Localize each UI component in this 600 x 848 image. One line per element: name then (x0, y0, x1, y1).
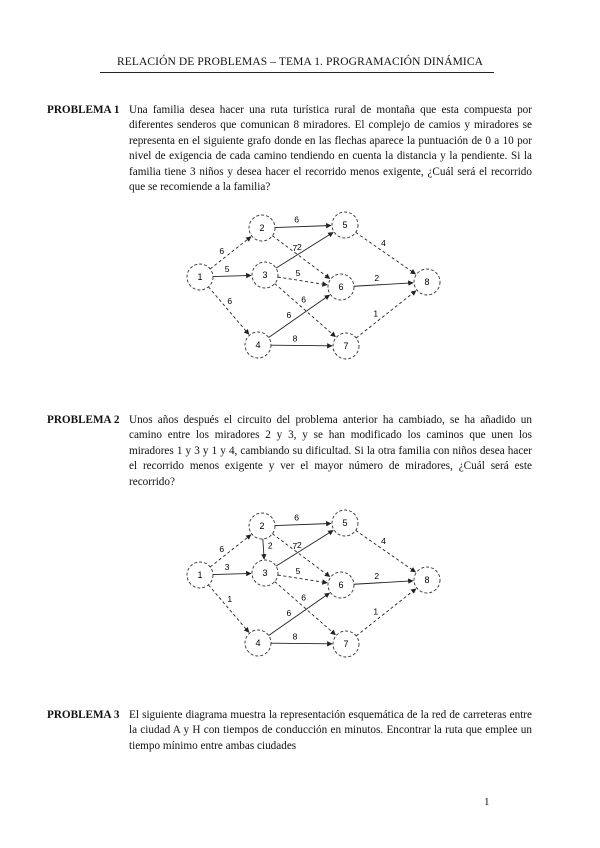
edge-weight-3-7: 6 (301, 294, 307, 305)
graph-node-label: 8 (424, 277, 430, 287)
edge-3-7 (275, 582, 336, 635)
graph-node-label: 3 (262, 270, 268, 280)
edge-weight-2-5: 6 (294, 512, 299, 523)
edge-1-3 (213, 573, 251, 574)
edge-1-2 (210, 237, 251, 269)
edge-weight-2-6: 2 (297, 242, 302, 253)
graph-node-label: 7 (343, 341, 349, 351)
edge-2-3 (263, 539, 264, 559)
problem-text: Una familia desea hacer una ruta turística rural de montaña que esta compuesta por diferentes senderos que comunican 8 miradores. El complejo de camios y miradores se representa en el siguiente grafo donde en las flechas aparece la puntuación de 0 a 10 por nivel de exigencia de cada camino tendiendo en cuenta la distancia y la pendiente. Si la familia tiene 3 niños y desea hacer el recorrido menos exigente, ¿Cuál será el recorrido que se recomiende a la familia? (129, 104, 532, 194)
edge-weight-6-8: 2 (374, 272, 380, 283)
problem-3 (47, 708, 532, 754)
edge-3-6 (278, 575, 327, 583)
edge-4-6 (269, 593, 330, 636)
graph-node-label: 3 (262, 568, 268, 578)
edge-weight-2-5: 6 (294, 214, 299, 225)
edge-1-3 (213, 275, 251, 276)
problem-label: PROBLEMA 1 (47, 104, 120, 116)
edge-weight-1-4: 6 (227, 296, 233, 307)
edge-1-4 (208, 287, 248, 334)
edge-3-7 (275, 284, 336, 337)
edge-weight-1-4: 1 (227, 594, 233, 605)
edge-3-5 (276, 530, 333, 566)
graph-node-label: 8 (424, 575, 430, 585)
edge-3-5 (276, 232, 333, 268)
graph-node-label: 6 (338, 282, 344, 292)
graph-node-label: 4 (255, 638, 261, 648)
edge-weight-1-2: 6 (219, 245, 225, 256)
edge-1-2 (210, 535, 251, 567)
problem-text: El siguiente diagrama muestra la representación esquemática de la red de carreteras entre la ciudad A y H con tiempos de conducción en minutos. Encontrar la ruta que emplee un tiempo mínimo entre ambas ciudades (129, 709, 532, 752)
graph-problem-2 (170, 503, 450, 663)
edge-4-6 (269, 295, 330, 338)
edge-weight-4-6: 6 (286, 607, 292, 618)
edge-weight-5-8: 4 (381, 536, 386, 547)
edge-4-7 (271, 643, 332, 644)
edge-weight-3-6: 5 (295, 268, 301, 279)
edge-weight-7-8: 1 (373, 606, 379, 617)
graph-node-label: 5 (342, 518, 348, 528)
graph-node-label: 2 (259, 223, 265, 233)
graph-node-label: 5 (342, 220, 348, 230)
problem-2 (47, 413, 532, 490)
edge-weight-2-6: 2 (297, 540, 302, 551)
edge-weight-3-7: 6 (301, 592, 307, 603)
edge-4-7 (271, 345, 332, 346)
edge-7-8 (356, 291, 416, 338)
edge-weight-6-8: 2 (374, 570, 380, 581)
page-number: 1 (484, 796, 490, 808)
problem-text: Unos años después el circuito del problema anterior ha cambiado, se ha añadido un camino entre los miradores 2 y 3, y se han modificado los caminos que unen los miradores 1 y 3 y 1 y 4, cambiando su dificultad. Si la otra familia con niños desea hacer el recorrido menos exigente y ver el mayor número de miradores, ¿Cuál será este recorrido? (129, 414, 532, 488)
edge-6-8 (354, 283, 413, 286)
graph-node-label: 6 (338, 580, 344, 590)
edge-weight-1-2: 6 (219, 543, 225, 554)
header-rule (100, 72, 494, 73)
edge-weight-3-5: 7 (292, 243, 298, 254)
graph-node-label: 4 (255, 340, 261, 350)
edge-weight-2-3: 2 (267, 540, 273, 551)
edge-weight-4-7: 8 (292, 631, 298, 642)
edge-weight-1-3: 3 (224, 562, 230, 573)
edge-weight-3-6: 5 (295, 566, 301, 577)
edge-7-8 (356, 589, 416, 636)
edge-weight-5-8: 4 (381, 238, 386, 249)
edge-weight-1-3: 5 (224, 264, 230, 275)
page-header: RELACIÓN DE PROBLEMAS – TEMA 1. PROGRAMACIÓN DINÁMICA (116, 56, 484, 68)
problem-label: PROBLEMA 2 (47, 414, 120, 426)
edge-2-5 (275, 524, 331, 526)
edge-weight-7-8: 1 (373, 308, 379, 319)
edge-1-4 (208, 585, 248, 632)
graph-node-label: 2 (259, 521, 265, 531)
graph-node-label: 1 (197, 570, 203, 580)
edge-2-5 (275, 226, 331, 228)
edge-weight-3-5: 7 (292, 541, 298, 552)
edge-3-6 (278, 277, 327, 285)
graph-problem-1 (170, 205, 450, 365)
problem-label: PROBLEMA 3 (47, 709, 120, 721)
graph-node-label: 7 (343, 639, 349, 649)
edge-weight-4-6: 6 (286, 309, 292, 320)
problem-1 (47, 103, 532, 195)
edge-6-8 (354, 581, 413, 584)
edge-weight-4-7: 8 (292, 333, 298, 344)
graph-node-label: 1 (197, 272, 203, 282)
